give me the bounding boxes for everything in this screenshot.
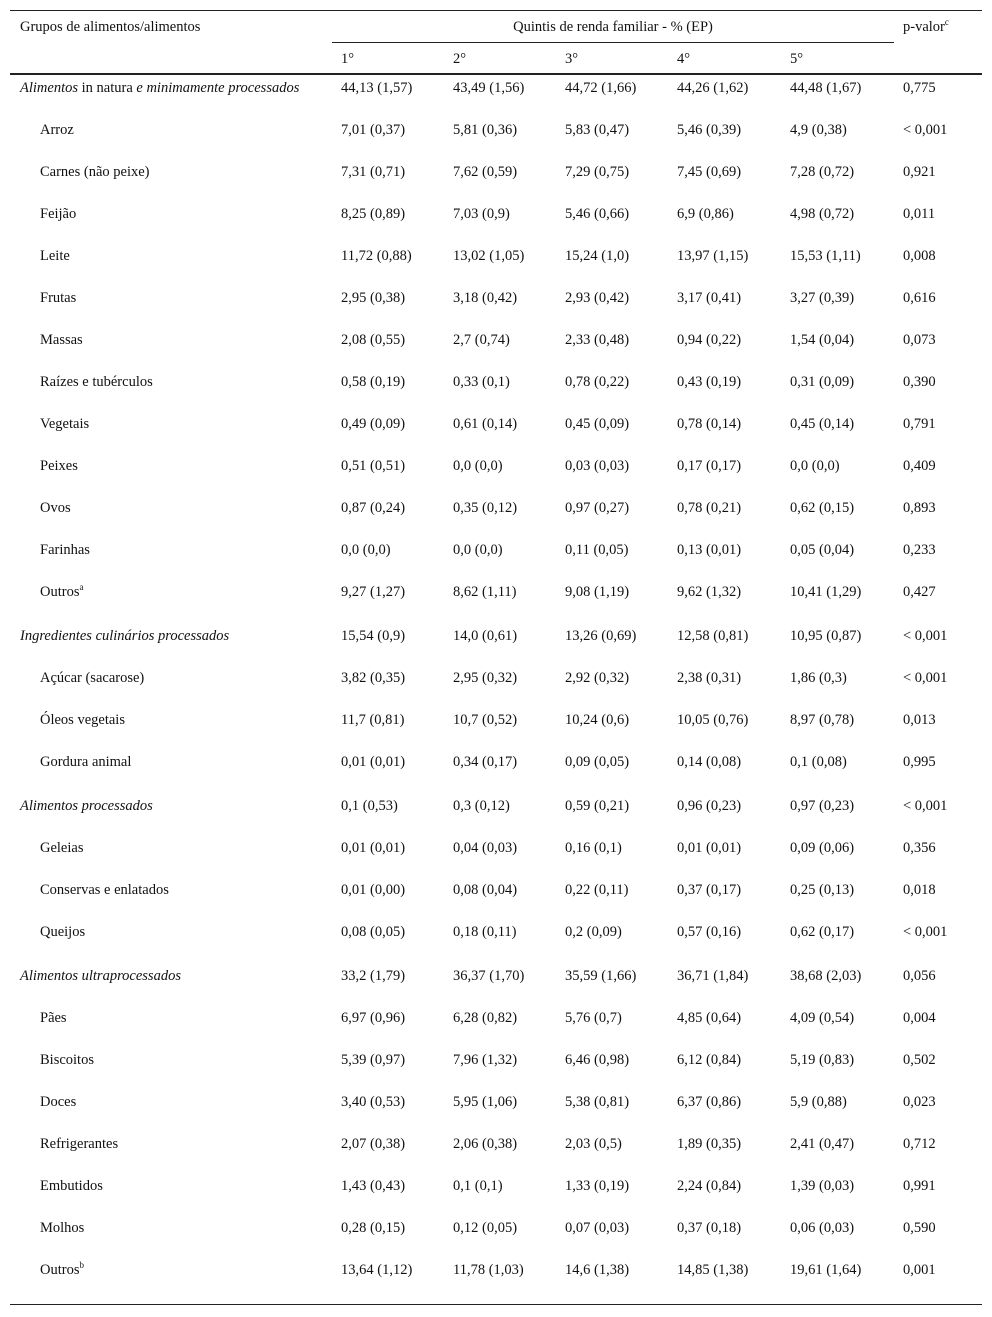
quintile-5-value: 3,27 (0,39)	[790, 290, 855, 306]
quintiles-subrule	[332, 42, 894, 43]
p-value: 0,013	[903, 712, 936, 728]
p-value: < 0,001	[903, 628, 948, 644]
quintile-1-value: 3,82 (0,35)	[341, 670, 406, 686]
quintile-1-value: 0,08 (0,05)	[341, 924, 406, 940]
label-text: Carnes (não peixe)	[40, 164, 150, 180]
quintile-1-value: 2,95 (0,38)	[341, 290, 406, 306]
label-text: Outros	[40, 1262, 80, 1278]
quintiles-header: Quintis de renda familiar - % (EP)	[513, 19, 713, 35]
quintile-4-value: 2,24 (0,84)	[677, 1178, 742, 1194]
food-label	[40, 880, 320, 900]
quintile-5-value: 0,1 (0,08)	[790, 754, 847, 770]
food-label	[40, 922, 320, 942]
p-value: 0,921	[903, 164, 936, 180]
food-label	[40, 1134, 320, 1154]
food-label	[40, 1260, 320, 1280]
quintile-3-value: 0,59 (0,21)	[565, 798, 630, 814]
quintile-5-value: 8,97 (0,78)	[790, 712, 855, 728]
quintile-1-value: 11,72 (0,88)	[341, 248, 412, 264]
quintile-2-value: 5,81 (0,36)	[453, 122, 518, 138]
label-text: Peixes	[40, 458, 78, 474]
food-label	[40, 120, 320, 140]
quintile-1-value: 0,0 (0,0)	[341, 542, 391, 558]
quintile-header-1: 1°	[341, 51, 355, 67]
label-text: Biscoitos	[40, 1052, 94, 1068]
quintile-5-value: 0,45 (0,14)	[790, 416, 855, 432]
p-value: 0,233	[903, 542, 936, 558]
p-value: 0,001	[903, 1262, 936, 1278]
label-text: Pães	[40, 1010, 67, 1026]
label-text: Embutidos	[40, 1178, 103, 1194]
quintile-2-value: 0,3 (0,12)	[453, 798, 510, 814]
quintile-1-value: 2,08 (0,55)	[341, 332, 406, 348]
quintile-4-value: 6,37 (0,86)	[677, 1094, 742, 1110]
p-value: 0,590	[903, 1220, 936, 1236]
food-label	[40, 246, 320, 266]
p-value: 0,995	[903, 754, 936, 770]
table-top-rule	[10, 10, 982, 11]
quintile-5-value: 7,28 (0,72)	[790, 164, 855, 180]
food-label	[40, 162, 320, 182]
p-value: 0,991	[903, 1178, 936, 1194]
quintile-2-value: 2,06 (0,38)	[453, 1136, 518, 1152]
quintile-3-value: 0,78 (0,22)	[565, 374, 630, 390]
quintile-2-value: 0,34 (0,17)	[453, 754, 518, 770]
p-value: 0,775	[903, 80, 936, 96]
quintile-3-value: 2,33 (0,48)	[565, 332, 630, 348]
group-label	[20, 626, 320, 646]
p-value: 0,409	[903, 458, 936, 474]
food-label	[40, 372, 320, 392]
p-value: 0,023	[903, 1094, 936, 1110]
quintile-3-value: 0,07 (0,03)	[565, 1220, 630, 1236]
quintile-3-value: 0,16 (0,1)	[565, 840, 622, 856]
quintile-5-value: 1,54 (0,04)	[790, 332, 855, 348]
quintile-4-value: 6,12 (0,84)	[677, 1052, 742, 1068]
quintile-5-value: 0,62 (0,15)	[790, 500, 855, 516]
quintile-2-value: 14,0 (0,61)	[453, 628, 518, 644]
quintile-2-value: 0,12 (0,05)	[453, 1220, 518, 1236]
quintile-3-value: 0,2 (0,09)	[565, 924, 622, 940]
quintile-4-value: 0,37 (0,17)	[677, 882, 742, 898]
quintile-header-2: 2°	[453, 51, 467, 67]
quintile-2-value: 6,28 (0,82)	[453, 1010, 518, 1026]
quintile-2-value: 8,62 (1,11)	[453, 584, 517, 600]
quintile-1-value: 2,07 (0,38)	[341, 1136, 406, 1152]
quintile-5-value: 0,05 (0,04)	[790, 542, 855, 558]
quintile-4-value: 2,38 (0,31)	[677, 670, 742, 686]
quintile-5-value: 2,41 (0,47)	[790, 1136, 855, 1152]
quintile-1-value: 44,13 (1,57)	[341, 80, 413, 96]
quintile-4-value: 9,62 (1,32)	[677, 584, 742, 600]
quintile-4-value: 0,01 (0,01)	[677, 840, 742, 856]
quintile-3-value: 1,33 (0,19)	[565, 1178, 630, 1194]
quintile-4-value: 0,78 (0,14)	[677, 416, 742, 432]
quintile-3-value: 0,09 (0,05)	[565, 754, 630, 770]
quintile-3-value: 10,24 (0,6)	[565, 712, 630, 728]
quintile-5-value: 0,25 (0,13)	[790, 882, 855, 898]
quintile-3-value: 44,72 (1,66)	[565, 80, 637, 96]
p-value: 0,502	[903, 1052, 936, 1068]
quintile-3-value: 9,08 (1,19)	[565, 584, 630, 600]
quintile-4-value: 10,05 (0,76)	[677, 712, 749, 728]
label-text: Feijão	[40, 206, 77, 222]
label-text: Ingredientes culinários processados	[20, 628, 230, 644]
quintile-4-value: 0,43 (0,19)	[677, 374, 742, 390]
quintile-1-value: 0,49 (0,09)	[341, 416, 406, 432]
pvalue-header-label: p-valor	[903, 19, 945, 35]
header-bottom-rule	[10, 73, 982, 75]
p-value: < 0,001	[903, 924, 948, 940]
quintile-3-value: 5,76 (0,7)	[565, 1010, 622, 1026]
quintile-3-value: 2,03 (0,5)	[565, 1136, 622, 1152]
quintile-3-value: 35,59 (1,66)	[565, 968, 637, 984]
quintile-1-value: 0,87 (0,24)	[341, 500, 406, 516]
quintile-4-value: 0,37 (0,18)	[677, 1220, 742, 1236]
label-part: in natura	[78, 80, 137, 96]
quintile-5-value: 38,68 (2,03)	[790, 968, 862, 984]
label-part: Alimentos	[20, 80, 78, 96]
footnote-marker: a	[79, 582, 84, 593]
quintile-1-value: 3,40 (0,53)	[341, 1094, 406, 1110]
quintile-1-value: 13,64 (1,12)	[341, 1262, 413, 1278]
quintile-5-value: 4,09 (0,54)	[790, 1010, 855, 1026]
quintile-4-value: 0,96 (0,23)	[677, 798, 742, 814]
pvalue-header	[903, 18, 949, 36]
quintile-2-value: 2,95 (0,32)	[453, 670, 518, 686]
quintile-5-value: 10,95 (0,87)	[790, 628, 862, 644]
p-value: < 0,001	[903, 122, 948, 138]
quintile-1-value: 15,54 (0,9)	[341, 628, 406, 644]
quintile-1-value: 0,28 (0,15)	[341, 1220, 406, 1236]
quintile-5-value: 4,9 (0,38)	[790, 122, 847, 138]
quintile-2-value: 2,7 (0,74)	[453, 332, 510, 348]
quintile-2-value: 7,62 (0,59)	[453, 164, 518, 180]
p-value: 0,427	[903, 584, 936, 600]
quintile-3-value: 6,46 (0,98)	[565, 1052, 630, 1068]
quintile-2-value: 7,03 (0,9)	[453, 206, 510, 222]
quintile-2-value: 0,18 (0,11)	[453, 924, 517, 940]
quintile-3-value: 0,45 (0,09)	[565, 416, 630, 432]
quintile-2-value: 3,18 (0,42)	[453, 290, 518, 306]
p-value: < 0,001	[903, 798, 948, 814]
food-label	[40, 1092, 320, 1112]
quintile-4-value: 7,45 (0,69)	[677, 164, 742, 180]
p-value: 0,712	[903, 1136, 936, 1152]
quintile-4-value: 6,9 (0,86)	[677, 206, 734, 222]
quintile-5-value: 1,39 (0,03)	[790, 1178, 855, 1194]
quintile-3-value: 2,93 (0,42)	[565, 290, 630, 306]
quintile-5-value: 0,0 (0,0)	[790, 458, 840, 474]
group-column-header: Grupos de alimentos/alimentos	[20, 19, 201, 35]
food-label	[40, 414, 320, 434]
quintile-4-value: 1,89 (0,35)	[677, 1136, 742, 1152]
p-value: 0,791	[903, 416, 936, 432]
food-label	[40, 838, 320, 858]
quintile-4-value: 5,46 (0,39)	[677, 122, 742, 138]
quintile-1-value: 0,1 (0,53)	[341, 798, 398, 814]
quintile-5-value: 0,31 (0,09)	[790, 374, 855, 390]
food-label	[40, 710, 320, 730]
quintile-4-value: 36,71 (1,84)	[677, 968, 749, 984]
quintile-1-value: 6,97 (0,96)	[341, 1010, 406, 1026]
quintile-5-value: 19,61 (1,64)	[790, 1262, 862, 1278]
quintile-5-value: 5,9 (0,88)	[790, 1094, 847, 1110]
food-label	[40, 204, 320, 224]
p-value: 0,356	[903, 840, 936, 856]
quintile-1-value: 0,51 (0,51)	[341, 458, 406, 474]
quintile-3-value: 2,92 (0,32)	[565, 670, 630, 686]
group-label	[20, 966, 320, 986]
quintile-2-value: 36,37 (1,70)	[453, 968, 525, 984]
label-text: Alimentos processados	[20, 798, 153, 814]
label-text: Óleos vegetais	[40, 712, 125, 728]
quintile-2-value: 0,61 (0,14)	[453, 416, 518, 432]
food-label	[40, 1176, 320, 1196]
quintile-4-value: 13,97 (1,15)	[677, 248, 749, 264]
quintile-2-value: 0,0 (0,0)	[453, 458, 503, 474]
quintile-2-value: 0,33 (0,1)	[453, 374, 510, 390]
quintile-4-value: 12,58 (0,81)	[677, 628, 749, 644]
food-label	[40, 330, 320, 350]
quintile-4-value: 44,26 (1,62)	[677, 80, 749, 96]
quintile-1-value: 1,43 (0,43)	[341, 1178, 406, 1194]
quintile-3-value: 0,03 (0,03)	[565, 458, 630, 474]
quintile-5-value: 1,86 (0,3)	[790, 670, 847, 686]
food-label	[40, 1218, 320, 1238]
p-value: 0,056	[903, 968, 936, 984]
label-text: Raízes e tubérculos	[40, 374, 153, 390]
quintile-1-value: 0,01 (0,01)	[341, 754, 406, 770]
quintile-3-value: 5,83 (0,47)	[565, 122, 630, 138]
quintile-3-value: 0,22 (0,11)	[565, 882, 629, 898]
quintile-1-value: 0,01 (0,01)	[341, 840, 406, 856]
quintile-5-value: 0,06 (0,03)	[790, 1220, 855, 1236]
quintile-2-value: 7,96 (1,32)	[453, 1052, 518, 1068]
label-text: Geleias	[40, 840, 84, 856]
quintile-2-value: 0,35 (0,12)	[453, 500, 518, 516]
label-text: Conservas e enlatados	[40, 882, 169, 898]
food-label	[40, 668, 320, 688]
p-value: 0,008	[903, 248, 936, 264]
quintile-1-value: 0,58 (0,19)	[341, 374, 406, 390]
label-part: e minimamente processados	[136, 80, 300, 96]
label-text: Arroz	[40, 122, 74, 138]
p-value: 0,893	[903, 500, 936, 516]
food-label	[40, 498, 320, 518]
p-value: 0,616	[903, 290, 936, 306]
quintile-1-value: 8,25 (0,89)	[341, 206, 406, 222]
quintile-1-value: 5,39 (0,97)	[341, 1052, 406, 1068]
quintile-1-value: 9,27 (1,27)	[341, 584, 406, 600]
quintile-3-value: 0,11 (0,05)	[565, 542, 629, 558]
group-label	[20, 796, 320, 816]
quintile-5-value: 15,53 (1,11)	[790, 248, 861, 264]
food-label	[40, 540, 320, 560]
food-label	[40, 288, 320, 308]
quintile-5-value: 0,97 (0,23)	[790, 798, 855, 814]
quintile-2-value: 0,08 (0,04)	[453, 882, 518, 898]
quintile-1-value: 11,7 (0,81)	[341, 712, 405, 728]
quintile-4-value: 0,94 (0,22)	[677, 332, 742, 348]
quintile-4-value: 0,78 (0,21)	[677, 500, 742, 516]
quintile-4-value: 0,14 (0,08)	[677, 754, 742, 770]
quintile-3-value: 13,26 (0,69)	[565, 628, 637, 644]
quintile-4-value: 0,17 (0,17)	[677, 458, 742, 474]
quintile-5-value: 4,98 (0,72)	[790, 206, 855, 222]
label-text: Refrigerantes	[40, 1136, 119, 1152]
label-text: Farinhas	[40, 542, 90, 558]
quintile-header-5: 5°	[790, 51, 804, 67]
quintile-2-value: 0,0 (0,0)	[453, 542, 503, 558]
quintile-3-value: 0,97 (0,27)	[565, 500, 630, 516]
quintile-5-value: 0,62 (0,17)	[790, 924, 855, 940]
label-text: Vegetais	[40, 416, 90, 432]
p-value: < 0,001	[903, 670, 948, 686]
quintile-4-value: 0,57 (0,16)	[677, 924, 742, 940]
quintile-5-value: 44,48 (1,67)	[790, 80, 862, 96]
label-text: Massas	[40, 332, 83, 348]
pvalue-header-footnote: c	[944, 17, 949, 28]
label-text: Leite	[40, 248, 70, 264]
table-bottom-rule	[10, 1304, 982, 1305]
quintile-1-value: 33,2 (1,79)	[341, 968, 406, 984]
footnote-marker: b	[79, 1260, 84, 1271]
quintile-3-value: 5,38 (0,81)	[565, 1094, 630, 1110]
food-label	[40, 1050, 320, 1070]
label-text: Açúcar (sacarose)	[40, 670, 145, 686]
p-value: 0,390	[903, 374, 936, 390]
quintile-header-3: 3°	[565, 51, 579, 67]
quintile-2-value: 11,78 (1,03)	[453, 1262, 524, 1278]
quintile-4-value: 0,13 (0,01)	[677, 542, 742, 558]
quintile-header-4: 4°	[677, 51, 691, 67]
quintile-5-value: 5,19 (0,83)	[790, 1052, 855, 1068]
quintile-2-value: 43,49 (1,56)	[453, 80, 525, 96]
quintile-3-value: 7,29 (0,75)	[565, 164, 630, 180]
label-text: Molhos	[40, 1220, 85, 1236]
label-text: Frutas	[40, 290, 77, 306]
label-text: Alimentos ultraprocessados	[20, 968, 181, 984]
quintile-3-value: 14,6 (1,38)	[565, 1262, 630, 1278]
p-value: 0,011	[903, 206, 936, 222]
quintile-4-value: 4,85 (0,64)	[677, 1010, 742, 1026]
quintile-4-value: 14,85 (1,38)	[677, 1262, 749, 1278]
quintile-3-value: 5,46 (0,66)	[565, 206, 630, 222]
quintile-4-value: 3,17 (0,41)	[677, 290, 742, 306]
food-label	[40, 752, 320, 772]
label-text: Queijos	[40, 924, 86, 940]
label-text: Doces	[40, 1094, 77, 1110]
quintile-1-value: 7,01 (0,37)	[341, 122, 406, 138]
quintile-5-value: 0,09 (0,06)	[790, 840, 855, 856]
food-label	[40, 1008, 320, 1028]
p-value: 0,073	[903, 332, 936, 348]
quintile-2-value: 5,95 (1,06)	[453, 1094, 518, 1110]
quintile-2-value: 0,1 (0,1)	[453, 1178, 503, 1194]
quintile-1-value: 7,31 (0,71)	[341, 164, 406, 180]
quintile-2-value: 13,02 (1,05)	[453, 248, 525, 264]
group-label	[20, 78, 320, 98]
quintile-1-value: 0,01 (0,00)	[341, 882, 406, 898]
quintile-5-value: 10,41 (1,29)	[790, 584, 862, 600]
quintile-2-value: 0,04 (0,03)	[453, 840, 518, 856]
quintile-2-value: 10,7 (0,52)	[453, 712, 518, 728]
quintile-3-value: 15,24 (1,0)	[565, 248, 630, 264]
label-text: Ovos	[40, 500, 71, 516]
label-text: Outros	[40, 584, 80, 600]
label-text: Gordura animal	[40, 754, 132, 770]
p-value: 0,004	[903, 1010, 936, 1026]
food-label	[40, 582, 320, 602]
p-value: 0,018	[903, 882, 936, 898]
food-label	[40, 456, 320, 476]
